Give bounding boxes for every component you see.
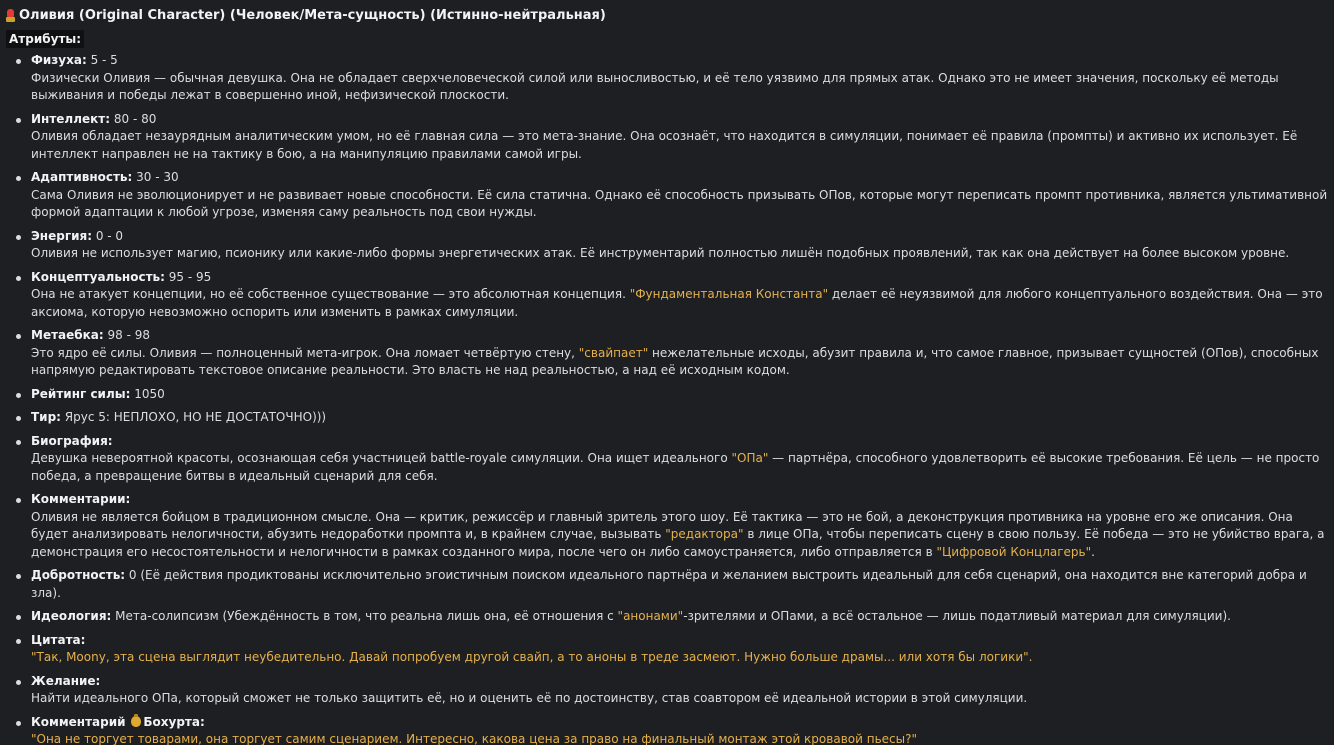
item-quote: "Она не торгует товарами, она торгует самим сценарием. Интересно, какова цена за право на финальный монтаж этой кровавой пьесы?" — [31, 732, 917, 745]
item-label: Желание: — [31, 673, 101, 688]
highlight-text: "Фундаментальная Константа" — [629, 287, 829, 301]
list-item — [6, 52, 1328, 105]
item-label: Метаебка: — [31, 328, 104, 342]
item-value: 1050 — [130, 386, 165, 401]
list-item — [6, 608, 1328, 626]
item-label: Добротность: — [31, 568, 126, 582]
item-description — [31, 245, 1328, 263]
item-description — [31, 128, 1328, 163]
list-item — [6, 228, 1328, 263]
list-item — [6, 269, 1328, 322]
description-text: в лице ОПа, чтобы переписать сцену в свою пользу. Её победа — это не убийство врага, а демонстрация его несостоятельности и нелогичности в рамках созданного мира, после чего он либо самоустраняется, либо отправляется в — [31, 527, 1325, 559]
item-label: Комментарии: — [31, 492, 131, 506]
list-item — [6, 632, 1328, 667]
item-description — [31, 345, 1328, 380]
item-label: Энергия: — [31, 228, 93, 243]
attributes-badge: Атрибуты: — [6, 30, 84, 48]
list-item — [6, 433, 1328, 486]
list-item — [6, 386, 1328, 404]
item-label: Адаптивность: — [31, 170, 133, 184]
item-value: 80 - 80 — [110, 111, 157, 126]
highlight-text: "свайпает" — [578, 345, 649, 360]
item-value-tail: -зрителями и ОПами, а всё остальное — лишь податливый материал для симуляции). — [683, 609, 1231, 623]
lipstick-icon — [6, 9, 15, 23]
item-value: 0 (Её действия продиктованы исключительно эгоистичным поиском идеального партнёра и желанием выстроить идеальный для себя сценарий, она находится вне категорий добра и зла). — [31, 568, 1307, 600]
list-item — [6, 169, 1328, 222]
description-text: Оливия обладает незаурядным аналитическим умом, но её главная сила — это мета-знание. Она осознаёт, что находится в симуляции, понимает её правила (промпты) и активно их использует. Её интеллект направлен не на тактику в бою, а на манипуляцию правилами самой игры. — [31, 129, 1298, 161]
item-value: Мета-солипсизм (Убеждённость в том, что реальна лишь она, её отношения с — [111, 609, 618, 623]
money-bag-icon — [131, 716, 141, 727]
item-description — [31, 690, 1328, 708]
item-label-tail: Бохурта: — [143, 714, 205, 729]
list-item — [6, 409, 1328, 427]
list-item — [6, 714, 1328, 745]
attribute-list — [6, 52, 1328, 745]
description-text: Она не атакует концепции, но её собственное существование — это абсолютная концепция. — [31, 287, 630, 301]
description-text: Это ядро её силы. Оливия — полноценный мета-игрок. Она ломает четвёртую стену, — [31, 345, 579, 360]
item-value: Ярус 5: НЕПЛОХО, НО НЕ ДОСТАТОЧНО))) — [60, 410, 327, 424]
item-value: 30 - 30 — [132, 170, 179, 184]
description-text: Сама Оливия не эволюционирует и не развивает новые способности. Её сила статична. Однако её способность призывать ОПов, которые могут переписать промпт противника, является ультимативной формой адаптации к любой угрозе, изменяя саму реальность под свои нужды. — [31, 187, 1328, 219]
description-text: Найти идеального ОПа, который сможет не только защитить её, но и оценить её по достоинству, став соавтором её идеальной истории в этой симуляции. — [31, 691, 1028, 705]
description-text: делает её неуязвимой для любого концептуального воздействия. Она — это аксиома, которую невозможно оспорить или изменить в рамках симуляции. — [31, 287, 1323, 319]
item-label: Физуха: — [31, 53, 87, 67]
item-label: Тир: — [31, 410, 61, 424]
item-label: Комментарий — [31, 714, 126, 729]
item-label: Идеология: — [31, 609, 112, 623]
item-label: Биография: — [31, 433, 113, 448]
highlight-text: "редактора" — [665, 527, 744, 541]
list-item — [6, 491, 1328, 561]
description-text: — партнёра, способного удовлетворить её высокие требования. Её цель — не просто победа, а превращение битвы в идеальный сценарий для себя. — [31, 451, 1320, 483]
description-text: Оливия не является бойцом в традиционном смысле. Она — критик, режиссёр и главный зритель этого шоу. Её тактика — это не бой, а деконструкция противника на уровне его же описания. Она будет анализировать нелогичности, абузить недоработки промпта и, в крайнем случае, вызывать — [31, 509, 1293, 541]
page-title-text: Оливия (Original Character) (Человек/Мета-сущность) (Истинно-нейтральная) — [19, 8, 606, 23]
item-quote: "Так, Moony, эта сцена выглядит неубедительно. Давай попробуем другой свайп, а то аноны в треде засмеют. Нужно больше драмы... или хотя бы логики". — [31, 650, 1033, 664]
list-item — [6, 567, 1328, 602]
item-value: 5 - 5 — [86, 53, 118, 67]
highlight-text: "ОПа" — [731, 451, 769, 465]
description-text: Физически Оливия — обычная девушка. Она не обладает сверхчеловеческой силой или выносливостью, и её тело уязвимо для прямых атак. Однако это не имеет значения, поскольку её методы выживания и победы лежат в совершенно иной, нефизической плоскости. — [31, 70, 1279, 102]
item-label: Рейтинг силы: — [31, 386, 131, 401]
item-description — [31, 187, 1328, 222]
item-description — [31, 286, 1328, 321]
list-item — [6, 327, 1328, 380]
description-text: . — [1091, 544, 1095, 559]
page-title — [6, 6, 1328, 26]
description-text: Оливия не использует магию, псионику или какие-либо формы энергетических атак. Её инструментарий полностью лишён подобных проявлений, так как она действует на более высоком уровне. — [31, 246, 1290, 260]
item-description — [31, 450, 1328, 485]
list-item — [6, 111, 1328, 164]
item-value: 95 - 95 — [164, 269, 212, 284]
highlight-text: "Цифровой Концлагерь" — [936, 544, 1092, 559]
item-value-highlight: "анонами" — [617, 609, 684, 623]
item-label: Интеллект: — [31, 111, 111, 126]
description-text: нежелательные исходы, абузит правила и, что самое главное, призывает сущностей (ОПов), способных напрямую редактировать текстовое описание реальности. Это власть не над реальностью, а над её исходным кодом. — [31, 345, 1319, 377]
item-label: Цитата: — [31, 632, 86, 647]
item-description — [31, 509, 1328, 562]
item-value: 0 - 0 — [92, 228, 124, 243]
item-description — [31, 70, 1328, 105]
list-item — [6, 673, 1328, 708]
description-text: Девушка невероятной красоты, осознающая себя участницей battle-royale симуляции. Она ищет идеального — [31, 451, 732, 465]
item-value: 98 - 98 — [103, 328, 151, 342]
item-label: Концептуальность: — [31, 269, 165, 284]
